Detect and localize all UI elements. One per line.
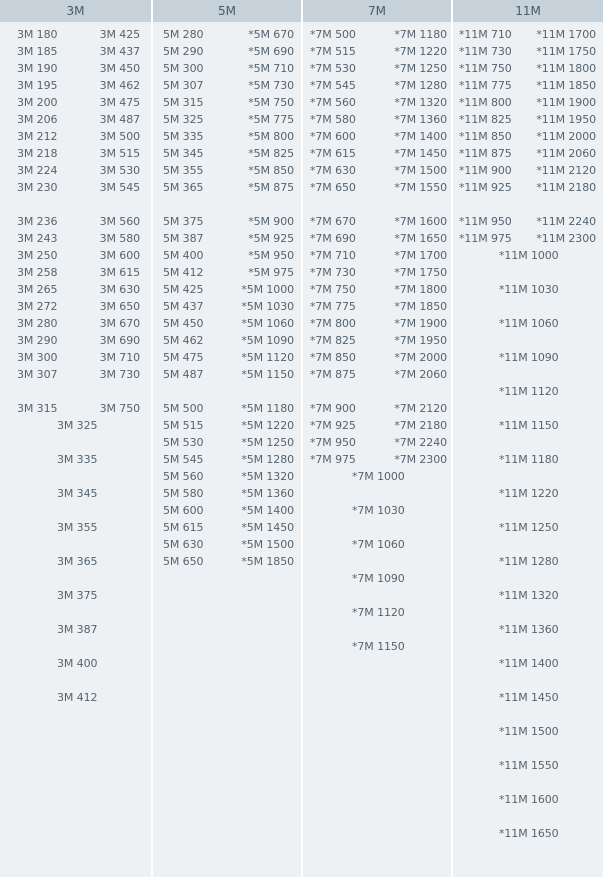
size-entry-extra-7m: *7M 1090 xyxy=(352,571,405,585)
size-entry-right-3m: 3M 560 xyxy=(99,214,140,228)
column-header-11m: 11M xyxy=(453,0,603,22)
size-entry-right-11m: *11M 2060 xyxy=(536,146,596,160)
size-entry-left-7m: *7M 580 xyxy=(310,112,356,126)
size-entry-right-7m: *7M 1180 xyxy=(394,27,447,41)
size-entry-left-3m: 3M 243 xyxy=(17,231,58,245)
size-entry-left-11m: *11M 730 xyxy=(459,44,512,58)
size-entry-right-5m: *5M 1850 xyxy=(241,554,294,568)
size-entry-extra-11m: *11M 1000 xyxy=(499,248,559,262)
size-entry-left-11m: *11M 775 xyxy=(459,78,512,92)
size-entry-right-7m: *7M 2120 xyxy=(394,401,447,415)
size-entry-right-7m: *7M 1600 xyxy=(394,214,447,228)
size-entry-right-5m: *5M 1250 xyxy=(241,435,294,449)
size-entry-right-5m: *5M 1450 xyxy=(241,520,294,534)
size-entry-left-5m: 5M 280 xyxy=(163,27,204,41)
size-entry-right-5m: *5M 925 xyxy=(248,231,294,245)
size-entry-left-5m: 5M 300 xyxy=(163,61,204,75)
size-entry-left-3m: 3M 206 xyxy=(17,112,58,126)
size-entry-left-3m: 3M 300 xyxy=(17,350,58,364)
size-entry-right-5m: *5M 775 xyxy=(248,112,294,126)
size-entry-left-5m: 5M 315 xyxy=(163,95,204,109)
size-entry-right-5m: *5M 1090 xyxy=(241,333,294,347)
size-entry-right-3m: 3M 600 xyxy=(99,248,140,262)
size-entry-left-7m: *7M 650 xyxy=(310,180,356,194)
size-entry-right-5m: *5M 1220 xyxy=(241,418,294,432)
size-entry-right-5m: *5M 825 xyxy=(248,146,294,160)
size-entry-right-3m: 3M 500 xyxy=(99,129,140,143)
size-entry-left-5m: 5M 580 xyxy=(163,486,204,500)
size-entry-extra-11m: *11M 1150 xyxy=(499,418,559,432)
size-entry-right-5m: *5M 800 xyxy=(248,129,294,143)
size-entry-left-7m: *7M 730 xyxy=(310,265,356,279)
size-entry-left-5m: 5M 412 xyxy=(163,265,204,279)
size-entry-left-11m: *11M 875 xyxy=(459,146,512,160)
size-entry-right-11m: *11M 1750 xyxy=(536,44,596,58)
size-entry-extra-7m: *7M 1000 xyxy=(352,469,405,483)
size-entry-extra-11m: *11M 1120 xyxy=(499,384,559,398)
size-entry-left-5m: 5M 487 xyxy=(163,367,204,381)
size-entry-right-3m: 3M 545 xyxy=(99,180,140,194)
size-entry-left-5m: 5M 450 xyxy=(163,316,204,330)
size-entry-right-7m: *7M 1800 xyxy=(394,282,447,296)
size-entry-left-3m: 3M 315 xyxy=(17,401,58,415)
size-entry-right-7m: *7M 1280 xyxy=(394,78,447,92)
size-entry-right-5m: *5M 750 xyxy=(248,95,294,109)
size-entry-right-5m: *5M 975 xyxy=(248,265,294,279)
size-entry-extra-11m: *11M 1090 xyxy=(499,350,559,364)
size-entry-extra-7m: *7M 1030 xyxy=(352,503,405,517)
size-entry-right-5m: *5M 1280 xyxy=(241,452,294,466)
size-entry-right-11m: *11M 1950 xyxy=(536,112,596,126)
size-entry-right-3m: 3M 670 xyxy=(99,316,140,330)
size-entry-extra-3m: 3M 387 xyxy=(57,622,98,636)
size-entry-extra-3m: 3M 365 xyxy=(57,554,98,568)
size-entry-right-7m: *7M 2000 xyxy=(394,350,447,364)
size-entry-extra-11m: *11M 1220 xyxy=(499,486,559,500)
size-entry-extra-11m: *11M 1400 xyxy=(499,656,559,670)
size-entry-left-5m: 5M 462 xyxy=(163,333,204,347)
size-entry-left-5m: 5M 325 xyxy=(163,112,204,126)
size-entry-right-5m: *5M 1500 xyxy=(241,537,294,551)
size-entry-right-3m: 3M 630 xyxy=(99,282,140,296)
size-entry-extra-11m: *11M 1550 xyxy=(499,758,559,772)
size-entry-right-5m: *5M 900 xyxy=(248,214,294,228)
size-entry-left-11m: *11M 710 xyxy=(459,27,512,41)
size-entry-right-7m: *7M 1320 xyxy=(394,95,447,109)
size-entry-right-3m: 3M 437 xyxy=(99,44,140,58)
size-entry-left-3m: 3M 250 xyxy=(17,248,58,262)
size-entry-left-11m: *11M 800 xyxy=(459,95,512,109)
size-entry-left-3m: 3M 265 xyxy=(17,282,58,296)
size-entry-right-3m: 3M 710 xyxy=(99,350,140,364)
size-entry-right-7m: *7M 1900 xyxy=(394,316,447,330)
size-entry-right-5m: *5M 1320 xyxy=(241,469,294,483)
size-entry-extra-3m: 3M 335 xyxy=(57,452,98,466)
size-entry-left-5m: 5M 475 xyxy=(163,350,204,364)
size-entry-left-5m: 5M 515 xyxy=(163,418,204,432)
size-entry-extra-11m: *11M 1320 xyxy=(499,588,559,602)
size-entry-left-7m: *7M 500 xyxy=(310,27,356,41)
size-entry-left-5m: 5M 400 xyxy=(163,248,204,262)
size-entry-left-7m: *7M 950 xyxy=(310,435,356,449)
size-entry-left-7m: *7M 975 xyxy=(310,452,356,466)
size-entry-left-11m: *11M 975 xyxy=(459,231,512,245)
size-entry-left-3m: 3M 200 xyxy=(17,95,58,109)
size-entry-right-7m: *7M 1500 xyxy=(394,163,447,177)
size-entry-extra-11m: *11M 1180 xyxy=(499,452,559,466)
size-entry-left-5m: 5M 600 xyxy=(163,503,204,517)
size-entry-left-11m: *11M 750 xyxy=(459,61,512,75)
size-entry-extra-7m: *7M 1060 xyxy=(352,537,405,551)
size-entry-right-5m: *5M 1060 xyxy=(241,316,294,330)
size-entry-left-7m: *7M 925 xyxy=(310,418,356,432)
size-entry-right-11m: *11M 2240 xyxy=(536,214,596,228)
size-entry-right-3m: 3M 462 xyxy=(99,78,140,92)
size-entry-right-5m: *5M 710 xyxy=(248,61,294,75)
size-entry-right-11m: *11M 2300 xyxy=(536,231,596,245)
size-entry-right-11m: *11M 2120 xyxy=(536,163,596,177)
size-entry-right-3m: 3M 515 xyxy=(99,146,140,160)
size-entry-right-11m: *11M 2180 xyxy=(536,180,596,194)
size-entry-right-5m: *5M 1120 xyxy=(241,350,294,364)
size-entry-left-5m: 5M 615 xyxy=(163,520,204,534)
size-entry-left-7m: *7M 875 xyxy=(310,367,356,381)
size-entry-right-5m: *5M 670 xyxy=(248,27,294,41)
size-entry-right-5m: *5M 690 xyxy=(248,44,294,58)
size-entry-right-5m: *5M 1000 xyxy=(241,282,294,296)
size-entry-left-5m: 5M 307 xyxy=(163,78,204,92)
size-entry-left-7m: *7M 515 xyxy=(310,44,356,58)
size-entry-left-11m: *11M 825 xyxy=(459,112,512,126)
size-entry-extra-7m: *7M 1120 xyxy=(352,605,405,619)
size-entry-left-5m: 5M 560 xyxy=(163,469,204,483)
size-entry-right-11m: *11M 1800 xyxy=(536,61,596,75)
size-entry-right-7m: *7M 1700 xyxy=(394,248,447,262)
size-entry-left-7m: *7M 775 xyxy=(310,299,356,313)
size-entry-left-7m: *7M 600 xyxy=(310,129,356,143)
size-entry-left-7m: *7M 800 xyxy=(310,316,356,330)
size-entry-right-5m: *5M 1150 xyxy=(241,367,294,381)
size-entry-left-5m: 5M 650 xyxy=(163,554,204,568)
size-entry-left-3m: 3M 190 xyxy=(17,61,58,75)
size-entry-right-7m: *7M 1950 xyxy=(394,333,447,347)
size-entry-extra-3m: 3M 345 xyxy=(57,486,98,500)
size-entry-right-3m: 3M 475 xyxy=(99,95,140,109)
size-entry-left-3m: 3M 258 xyxy=(17,265,58,279)
size-entry-left-3m: 3M 236 xyxy=(17,214,58,228)
size-entry-left-5m: 5M 335 xyxy=(163,129,204,143)
size-entry-right-7m: *7M 1650 xyxy=(394,231,447,245)
size-entry-left-7m: *7M 670 xyxy=(310,214,356,228)
size-entry-left-7m: *7M 690 xyxy=(310,231,356,245)
size-entry-left-3m: 3M 272 xyxy=(17,299,58,313)
size-entry-extra-11m: *11M 1600 xyxy=(499,792,559,806)
size-entry-right-3m: 3M 690 xyxy=(99,333,140,347)
size-entry-left-7m: *7M 850 xyxy=(310,350,356,364)
size-entry-left-11m: *11M 950 xyxy=(459,214,512,228)
size-entry-left-11m: *11M 925 xyxy=(459,180,512,194)
size-entry-extra-11m: *11M 1280 xyxy=(499,554,559,568)
size-entry-extra-7m: *7M 1150 xyxy=(352,639,405,653)
size-entry-left-5m: 5M 425 xyxy=(163,282,204,296)
size-entry-left-3m: 3M 280 xyxy=(17,316,58,330)
size-entry-left-5m: 5M 437 xyxy=(163,299,204,313)
size-entry-left-3m: 3M 195 xyxy=(17,78,58,92)
size-entry-right-5m: *5M 850 xyxy=(248,163,294,177)
size-entry-right-11m: *11M 2000 xyxy=(536,129,596,143)
size-entry-extra-11m: *11M 1250 xyxy=(499,520,559,534)
size-entry-left-7m: *7M 545 xyxy=(310,78,356,92)
size-entry-left-5m: 5M 530 xyxy=(163,435,204,449)
size-entry-extra-11m: *11M 1030 xyxy=(499,282,559,296)
size-entry-right-3m: 3M 730 xyxy=(99,367,140,381)
size-entry-left-3m: 3M 212 xyxy=(17,129,58,143)
size-entry-left-5m: 5M 500 xyxy=(163,401,204,415)
size-entry-right-7m: *7M 2240 xyxy=(394,435,447,449)
size-entry-left-7m: *7M 825 xyxy=(310,333,356,347)
size-entry-right-7m: *7M 1400 xyxy=(394,129,447,143)
size-entry-right-7m: *7M 1450 xyxy=(394,146,447,160)
size-entry-right-3m: 3M 580 xyxy=(99,231,140,245)
size-entry-right-7m: *7M 2180 xyxy=(394,418,447,432)
column-header-5m: 5M xyxy=(153,0,301,22)
size-entry-left-7m: *7M 615 xyxy=(310,146,356,160)
size-entry-right-5m: *5M 730 xyxy=(248,78,294,92)
size-entry-extra-11m: *11M 1060 xyxy=(499,316,559,330)
size-entry-extra-11m: *11M 1450 xyxy=(499,690,559,704)
size-entry-right-5m: *5M 1360 xyxy=(241,486,294,500)
size-entry-left-5m: 5M 630 xyxy=(163,537,204,551)
size-entry-right-7m: *7M 1850 xyxy=(394,299,447,313)
size-entry-right-11m: *11M 1700 xyxy=(536,27,596,41)
size-entry-extra-3m: 3M 375 xyxy=(57,588,98,602)
size-entry-right-7m: *7M 1360 xyxy=(394,112,447,126)
size-entry-extra-11m: *11M 1650 xyxy=(499,826,559,840)
size-entry-right-3m: 3M 750 xyxy=(99,401,140,415)
size-entry-right-3m: 3M 450 xyxy=(99,61,140,75)
size-entry-left-7m: *7M 710 xyxy=(310,248,356,262)
size-entry-right-11m: *11M 1850 xyxy=(536,78,596,92)
size-entry-right-7m: *7M 2300 xyxy=(394,452,447,466)
size-entry-left-7m: *7M 530 xyxy=(310,61,356,75)
size-entry-right-5m: *5M 950 xyxy=(248,248,294,262)
size-entry-right-7m: *7M 1550 xyxy=(394,180,447,194)
size-entry-right-5m: *5M 1180 xyxy=(241,401,294,415)
size-entry-right-5m: *5M 875 xyxy=(248,180,294,194)
size-entry-left-5m: 5M 375 xyxy=(163,214,204,228)
column-header-3m: 3M xyxy=(0,0,151,22)
size-entry-extra-3m: 3M 355 xyxy=(57,520,98,534)
size-entry-left-11m: *11M 850 xyxy=(459,129,512,143)
size-entry-left-5m: 5M 545 xyxy=(163,452,204,466)
size-entry-left-3m: 3M 307 xyxy=(17,367,58,381)
size-entry-left-7m: *7M 630 xyxy=(310,163,356,177)
size-entry-right-5m: *5M 1400 xyxy=(241,503,294,517)
size-entry-extra-3m: 3M 400 xyxy=(57,656,98,670)
size-entry-left-3m: 3M 224 xyxy=(17,163,58,177)
size-entry-right-7m: *7M 1750 xyxy=(394,265,447,279)
size-entry-right-3m: 3M 615 xyxy=(99,265,140,279)
size-entry-right-7m: *7M 1250 xyxy=(394,61,447,75)
size-entry-right-3m: 3M 530 xyxy=(99,163,140,177)
size-entry-left-5m: 5M 345 xyxy=(163,146,204,160)
size-entry-right-11m: *11M 1900 xyxy=(536,95,596,109)
size-entry-right-3m: 3M 425 xyxy=(99,27,140,41)
size-entry-left-5m: 5M 387 xyxy=(163,231,204,245)
size-entry-left-3m: 3M 290 xyxy=(17,333,58,347)
size-entry-left-3m: 3M 185 xyxy=(17,44,58,58)
size-entry-left-5m: 5M 290 xyxy=(163,44,204,58)
size-entry-left-3m: 3M 180 xyxy=(17,27,58,41)
size-entry-left-7m: *7M 560 xyxy=(310,95,356,109)
size-entry-left-3m: 3M 230 xyxy=(17,180,58,194)
size-entry-left-7m: *7M 900 xyxy=(310,401,356,415)
size-entry-left-5m: 5M 365 xyxy=(163,180,204,194)
size-entry-left-11m: *11M 900 xyxy=(459,163,512,177)
size-entry-extra-3m: 3M 412 xyxy=(57,690,98,704)
size-entry-extra-3m: 3M 325 xyxy=(57,418,98,432)
size-entry-extra-11m: *11M 1360 xyxy=(499,622,559,636)
size-entry-right-5m: *5M 1030 xyxy=(241,299,294,313)
size-entry-right-3m: 3M 650 xyxy=(99,299,140,313)
size-entry-right-7m: *7M 1220 xyxy=(394,44,447,58)
size-entry-left-7m: *7M 750 xyxy=(310,282,356,296)
size-entry-left-3m: 3M 218 xyxy=(17,146,58,160)
size-entry-extra-11m: *11M 1500 xyxy=(499,724,559,738)
size-entry-right-3m: 3M 487 xyxy=(99,112,140,126)
size-entry-left-5m: 5M 355 xyxy=(163,163,204,177)
size-entry-right-7m: *7M 2060 xyxy=(394,367,447,381)
column-header-7m: 7M xyxy=(303,0,451,22)
